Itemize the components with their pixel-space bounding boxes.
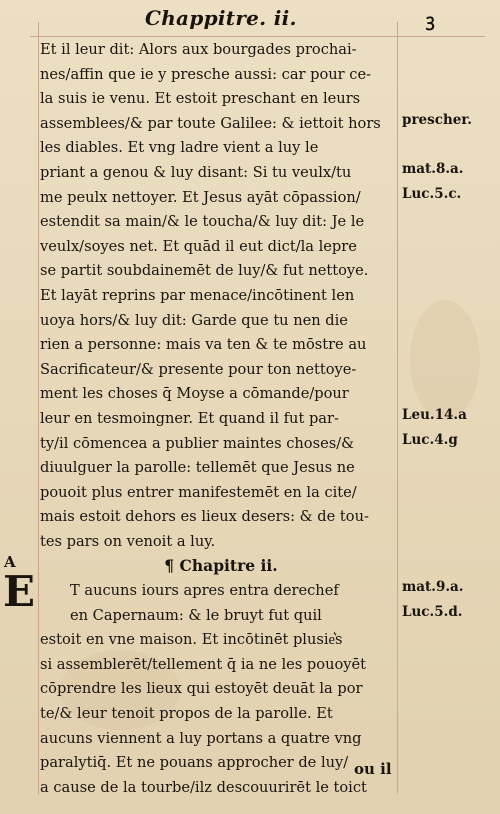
margin-rule-left	[38, 22, 39, 794]
text-line: les diables. Et vng ladre vient a luy le	[40, 139, 319, 157]
text-line: se partit soubdainemēt de luy/& fut nettoye.	[40, 262, 369, 280]
margin-note: Luc.5.d.	[402, 603, 463, 620]
text-line: Et il leur dit: Alors aux bourgades prochai‑	[40, 41, 357, 58]
text-line: assemblees/& par toute Galilee: & iettoit hors	[40, 114, 381, 132]
text-line: en Capernaum: & le bruyt fut quil	[70, 606, 322, 624]
text-line: mais estoit dehors es lieux desers: & de tou‑	[40, 508, 369, 526]
text-line: a cause de la tourbe/ilz descouurirēt le toict	[40, 778, 367, 796]
text-line: Et layāt reprins par menace/incōtinent len	[40, 286, 355, 304]
margin-notes	[402, 38, 498, 778]
text-column	[40, 38, 402, 800]
text-line: Sacrificateur/& presente pour ton nettoye‑	[40, 360, 357, 378]
text-line: nes/affin que ie y presche aussi: car pour ce‑	[40, 65, 372, 83]
text-line: paralytiq̄. Et ne pouans approcher de luy/	[40, 754, 349, 772]
margin-note: Luc.5.c.	[402, 185, 462, 202]
text-line: estoit en vne maison. Et incōtinēt plusie͛s	[40, 631, 343, 649]
margin-note: Leu.14.a	[402, 407, 467, 423]
text-line: T aucuns iours apres entra derechef	[70, 582, 339, 600]
text-line: leur en tesmoingner. Et quand il fut par‑	[40, 409, 339, 427]
catchword: ou il	[354, 760, 392, 778]
text-line: si assemblerēt/tellement q̄ ia ne les pouoyēt	[40, 655, 366, 673]
text-line: estendit sa main/& le toucha/& luy dit: Je le	[40, 213, 365, 231]
text-line: rien a personne: mais va ten & te mōstre au	[40, 336, 367, 354]
running-title: Chappitre. ii.	[145, 6, 297, 30]
footer-mark	[40, 764, 80, 776]
margin-note: Luc.4.g	[402, 431, 458, 448]
text-line: cōprendre les lieux qui estoyēt deuāt la por	[40, 680, 363, 698]
chapter-heading: ¶ Chapitre ii.	[164, 556, 278, 576]
page-header	[0, 2, 500, 32]
text-line: ment les choses q̄ Moyse a cōmande/pour	[40, 385, 349, 403]
text-line: diuulguer la parolle: tellemēt que Jesus ne	[40, 459, 355, 477]
text-line: veulx/soyes net. Et quād il eut dict/la lepre	[40, 237, 357, 255]
margin-note: mat.9.a.	[402, 579, 464, 596]
text-line: tes pars on venoit a luy.	[40, 532, 216, 550]
text-line: me peulx nettoyer. Et Jesus ayāt cōpassion/	[40, 188, 361, 206]
margin-note: mat.8.a.	[402, 161, 464, 177]
decorated-initial: E	[3, 567, 36, 616]
text-line: aucuns viennent a luy portans a quatre vng	[40, 729, 362, 747]
text-line: ty/il cōmencea a publier maintes choses/&	[40, 434, 355, 452]
text-line: te/& leur tenoit propos de la parolle. Et	[40, 705, 333, 723]
margin-note: prescher.	[402, 111, 472, 128]
leaf-signature: ꝫ	[426, 11, 435, 31]
text-line: uoya hors/& luy dit: Garde que tu nen die	[40, 311, 348, 329]
section-letter: A	[4, 553, 16, 571]
text-line: la suis ie venu. Et estoit preschant en leurs	[40, 90, 361, 108]
header-rule	[30, 36, 485, 37]
text-line: priant a genou & luy disant: Si tu veulx/tu	[40, 163, 352, 181]
text-line: pouoit plus entrer manifestemēt en la cite/	[40, 483, 357, 501]
